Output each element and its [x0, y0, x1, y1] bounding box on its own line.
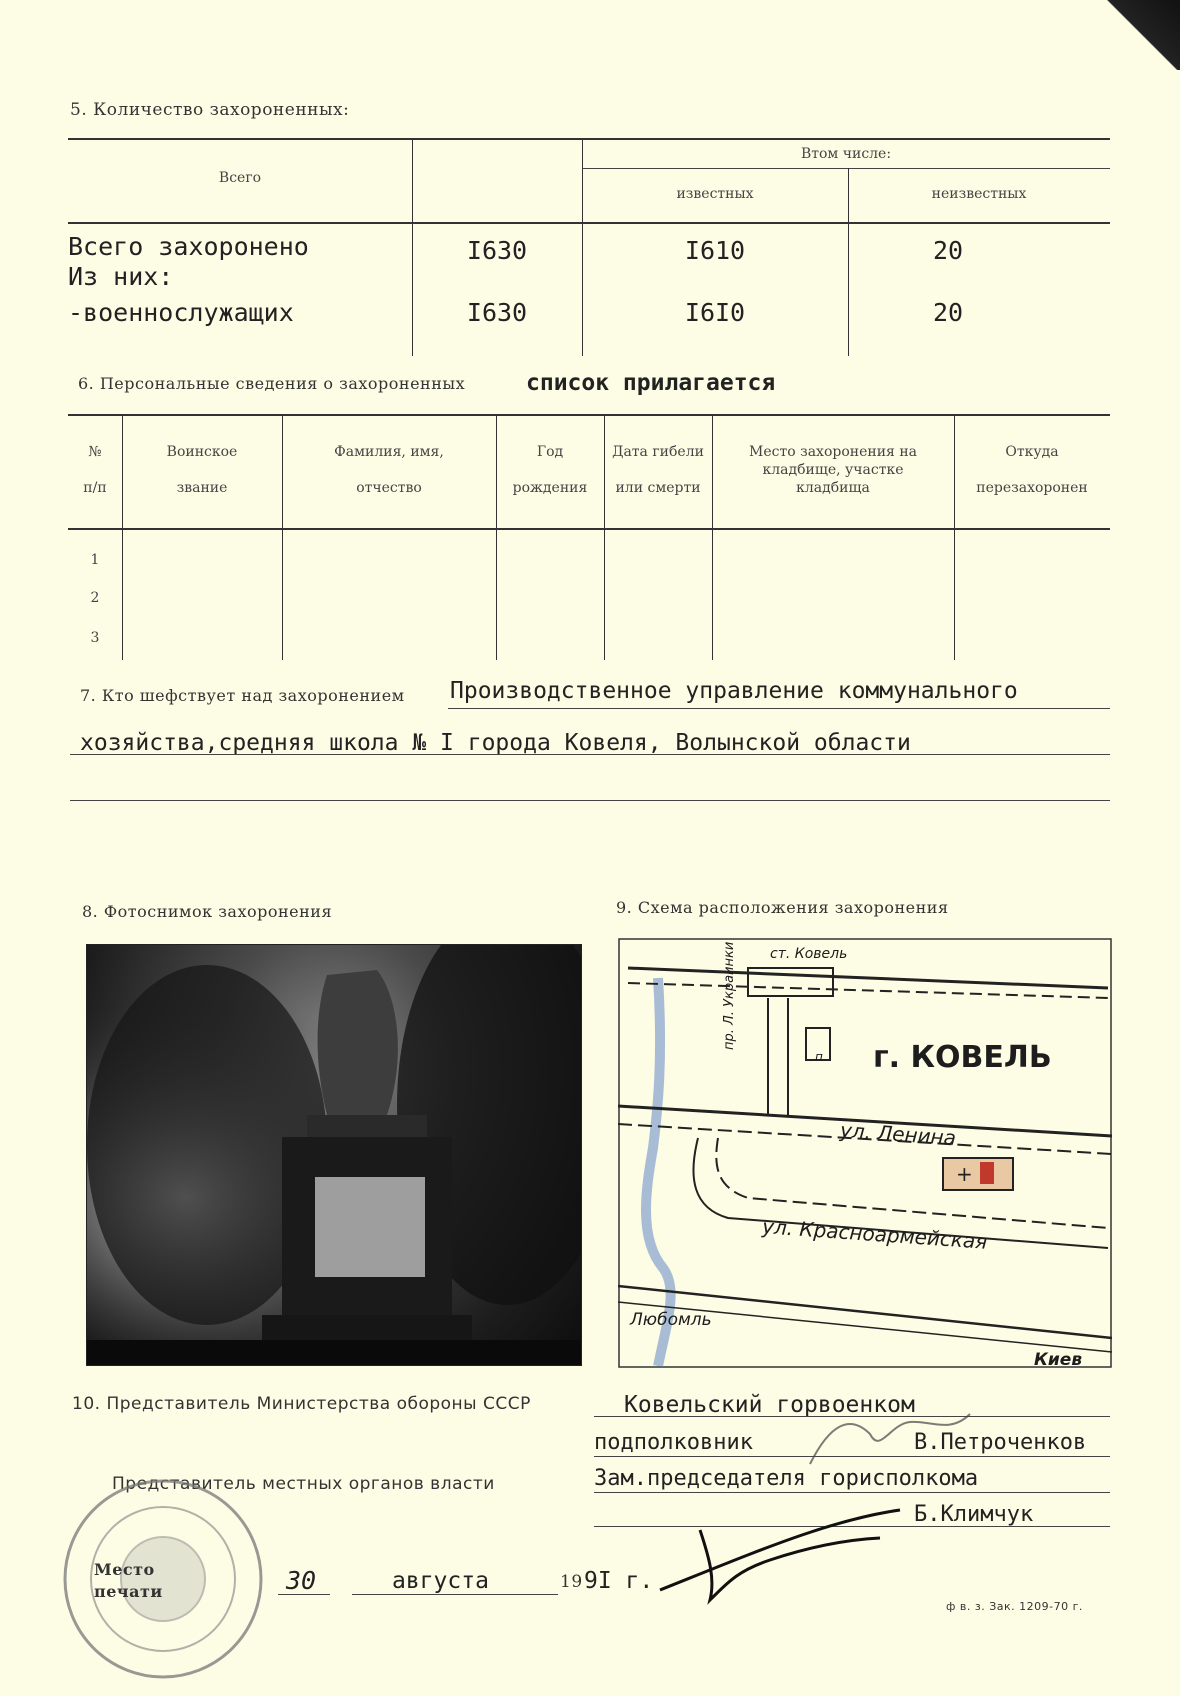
patron-line1: Производственное управление коммунального — [450, 678, 1018, 704]
date-year-prefix: 19 — [560, 1572, 583, 1592]
mo-name: В.Петроченков — [914, 1430, 1087, 1455]
svg-text:+: + — [956, 1162, 973, 1186]
section8-title: 8. Фотоснимок захоронения — [82, 902, 333, 921]
col-unknown-header: неизвестных — [931, 186, 1027, 202]
memorial-photo-image — [87, 945, 581, 1365]
patron-line2: хозяйства,средняя школа № I города Ковеля, Волынской области — [80, 730, 911, 756]
col-num-header: № — [88, 444, 102, 460]
divider — [594, 1492, 1110, 1493]
section6-note: список прилагается — [526, 370, 776, 396]
divider — [278, 1594, 330, 1595]
row-number: 3 — [90, 630, 100, 646]
mo-line1: Ковельский горвоенком — [624, 1392, 915, 1418]
round-stamp — [58, 1474, 268, 1684]
col-total-header: Всего — [218, 170, 262, 186]
col-rank-header: звание — [176, 480, 228, 496]
row-unknown: 20 — [932, 236, 964, 265]
map-street-krasnoarmeyskaya: ул. Красноармейская — [761, 1214, 989, 1254]
stamp-seal-label: печати — [94, 1582, 163, 1601]
row-label: Всего захоронено — [68, 232, 309, 261]
map-city-label: г. КОВЕЛЬ — [873, 1040, 1052, 1075]
row-label: Из них: — [68, 262, 174, 291]
location-map — [618, 938, 1112, 1368]
col-name-header: Фамилия, имя, — [334, 444, 444, 460]
col-num-header: п/п — [83, 480, 107, 496]
section7-title: 7. Кто шефствует над захоронением — [80, 686, 405, 705]
col-place-header: Место захоронения на — [748, 444, 918, 460]
print-footer: ф в. з. Зак. 1209-70 г. — [946, 1600, 1083, 1613]
map-east-label: Киев — [1034, 1350, 1083, 1370]
divider — [70, 754, 1110, 755]
section9-title: 9. Схема расположения захоронения — [616, 898, 949, 917]
row-number: 2 — [90, 590, 100, 606]
burial-photo — [86, 944, 582, 1366]
mo-rank: подполковник — [594, 1430, 753, 1455]
row-number: 1 — [90, 552, 100, 568]
col-place-header: кладбище, участке — [762, 462, 904, 478]
row-known: I610 — [684, 236, 746, 265]
divider — [582, 168, 1110, 169]
local-line1: Зам.председателя горисполкома — [594, 1466, 979, 1491]
signature — [800, 1404, 980, 1484]
local-name: Б.Климчук — [914, 1502, 1034, 1527]
col-including-header: Втом числе: — [800, 146, 892, 162]
col-birth-header: рождения — [512, 480, 588, 496]
map-street-lenina: ул. Ленина — [839, 1117, 957, 1151]
map-station-label: ст. Ковель — [770, 946, 848, 962]
row-total: I630 — [466, 298, 528, 327]
divider — [352, 1594, 558, 1595]
row-unknown: 20 — [932, 298, 964, 327]
divider — [68, 222, 1110, 224]
map-west-label: Любомль — [630, 1310, 712, 1330]
local-authority-title: Представитель местных органов власти — [112, 1474, 495, 1494]
row-label: -военнослужащих — [68, 298, 294, 327]
map-park-label: п. — [815, 1050, 827, 1064]
divider — [70, 800, 1110, 801]
date-day: 30 — [286, 1566, 317, 1595]
date-year-suffix: 9I г. — [584, 1568, 654, 1594]
col-death-header: или смерти — [615, 480, 701, 496]
divider — [448, 708, 1110, 709]
torn-corner — [1090, 0, 1180, 70]
map-lane-label: пр. Л. Украинки — [722, 941, 737, 1050]
section5-title: 5. Количество захороненных: — [70, 100, 350, 120]
col-death-header: Дата гибели — [612, 444, 704, 460]
row-total: I630 — [466, 236, 528, 265]
signature — [640, 1500, 1060, 1610]
col-rank-header: Воинское — [166, 444, 238, 460]
col-birth-header: Год — [536, 444, 564, 460]
section10-title: 10. Представитель Министерства обороны СССР — [72, 1394, 531, 1414]
divider — [68, 138, 1110, 140]
date-month: августа — [392, 1568, 489, 1594]
col-name-header: отчество — [356, 480, 422, 496]
stamp-place-label: Место — [94, 1560, 155, 1579]
col-known-header: известных — [676, 186, 754, 202]
row-known: I6I0 — [684, 298, 746, 327]
col-from-header: Откуда — [1005, 444, 1059, 460]
col-place-header: кладбища — [796, 480, 870, 496]
section6-title: 6. Персональные сведения о захороненных — [78, 374, 466, 393]
col-from-header: перезахоронен — [976, 480, 1088, 496]
